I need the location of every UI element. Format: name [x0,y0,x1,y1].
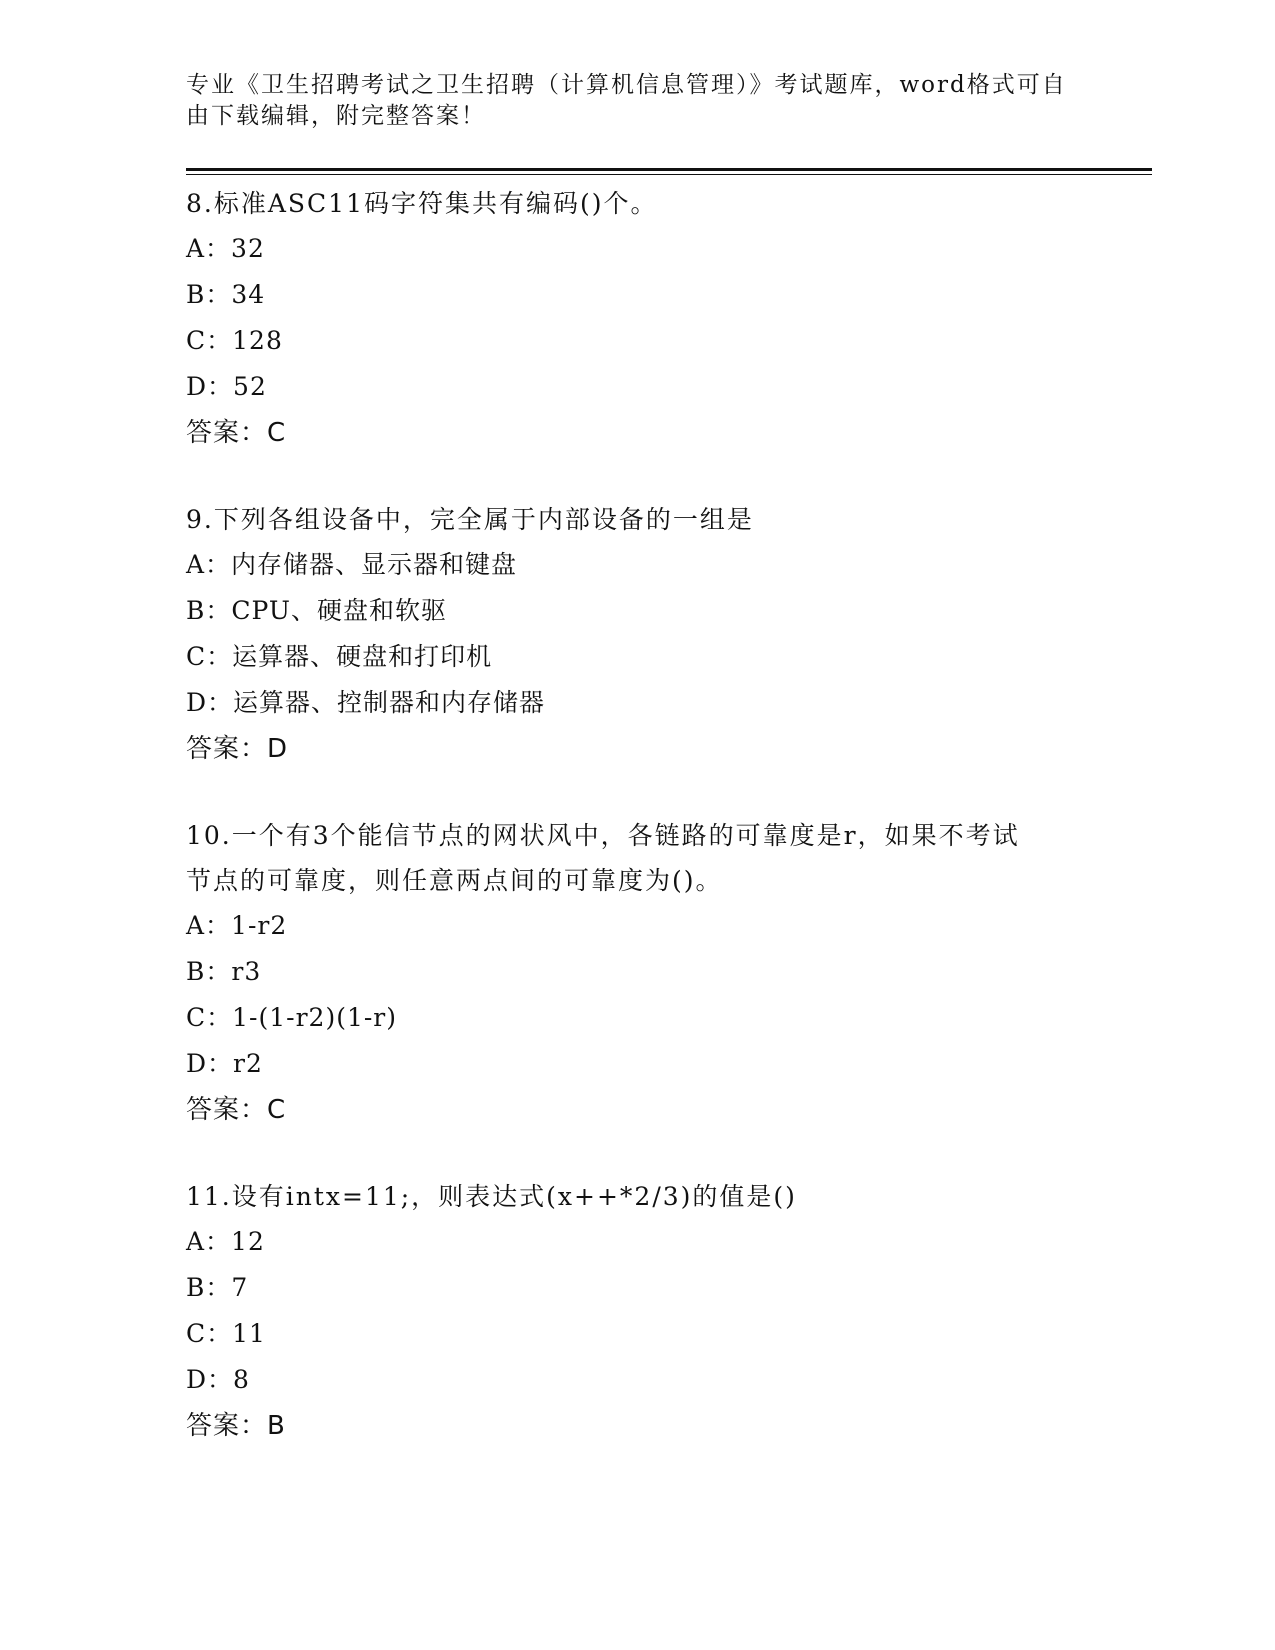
option-a: A：12 [186,1227,265,1256]
option-c: C：1-(1-r2)(1-r) [186,1003,398,1032]
question-stem: 9.下列各组设备中，完全属于内部设备的一组是 [186,505,754,534]
answer-line: 答案：D [186,734,289,764]
option-b: B：r3 [186,957,262,986]
question-11 [186,1174,1156,1449]
option-c: C：运算器、硬盘和打印机 [186,642,493,671]
question-stem: 10.一个有3个能信节点的网状风中，各链路的可靠度是r，如果不考试节点的可靠度，则任意两点间的可靠度为()。 [186,821,1020,895]
option-d: D：r2 [186,1049,263,1078]
question-8 [186,181,1156,456]
option-d: D：8 [186,1365,250,1394]
answer-line: 答案：B [186,1411,286,1441]
option-a: A：32 [186,234,265,263]
question-stem: 11.设有intx=11;，则表达式(x++*2/3)的值是() [186,1182,797,1211]
option-b: B：34 [186,280,266,309]
option-c: C：128 [186,326,283,355]
option-a: A：内存储器、显示器和键盘 [186,550,518,579]
question-spacer [186,1133,1156,1174]
question-spacer [186,456,1156,497]
answer-line: 答案：C [186,418,287,448]
question-10 [186,813,1156,1133]
document-page [186,70,1156,1449]
header-rule-thick [186,168,1152,171]
option-b: B：CPU、硬盘和软驱 [186,596,447,625]
header-rule-thin [186,174,1152,175]
question-spacer [186,772,1156,813]
answer-line: 答案：C [186,1095,287,1125]
document-header: 专业《卫生招聘考试之卫生招聘（计算机信息管理）》考试题库，word格式可自由下载编辑，附完整答案！ [186,72,1067,129]
option-b: B：7 [186,1273,249,1302]
option-d: D：运算器、控制器和内存储器 [186,688,546,717]
option-c: C：11 [186,1319,266,1348]
option-d: D：52 [186,372,267,401]
option-a: A：1-r2 [186,911,288,940]
question-9 [186,497,1156,772]
question-stem: 8.标准ASC11码字符集共有编码()个。 [186,189,658,218]
